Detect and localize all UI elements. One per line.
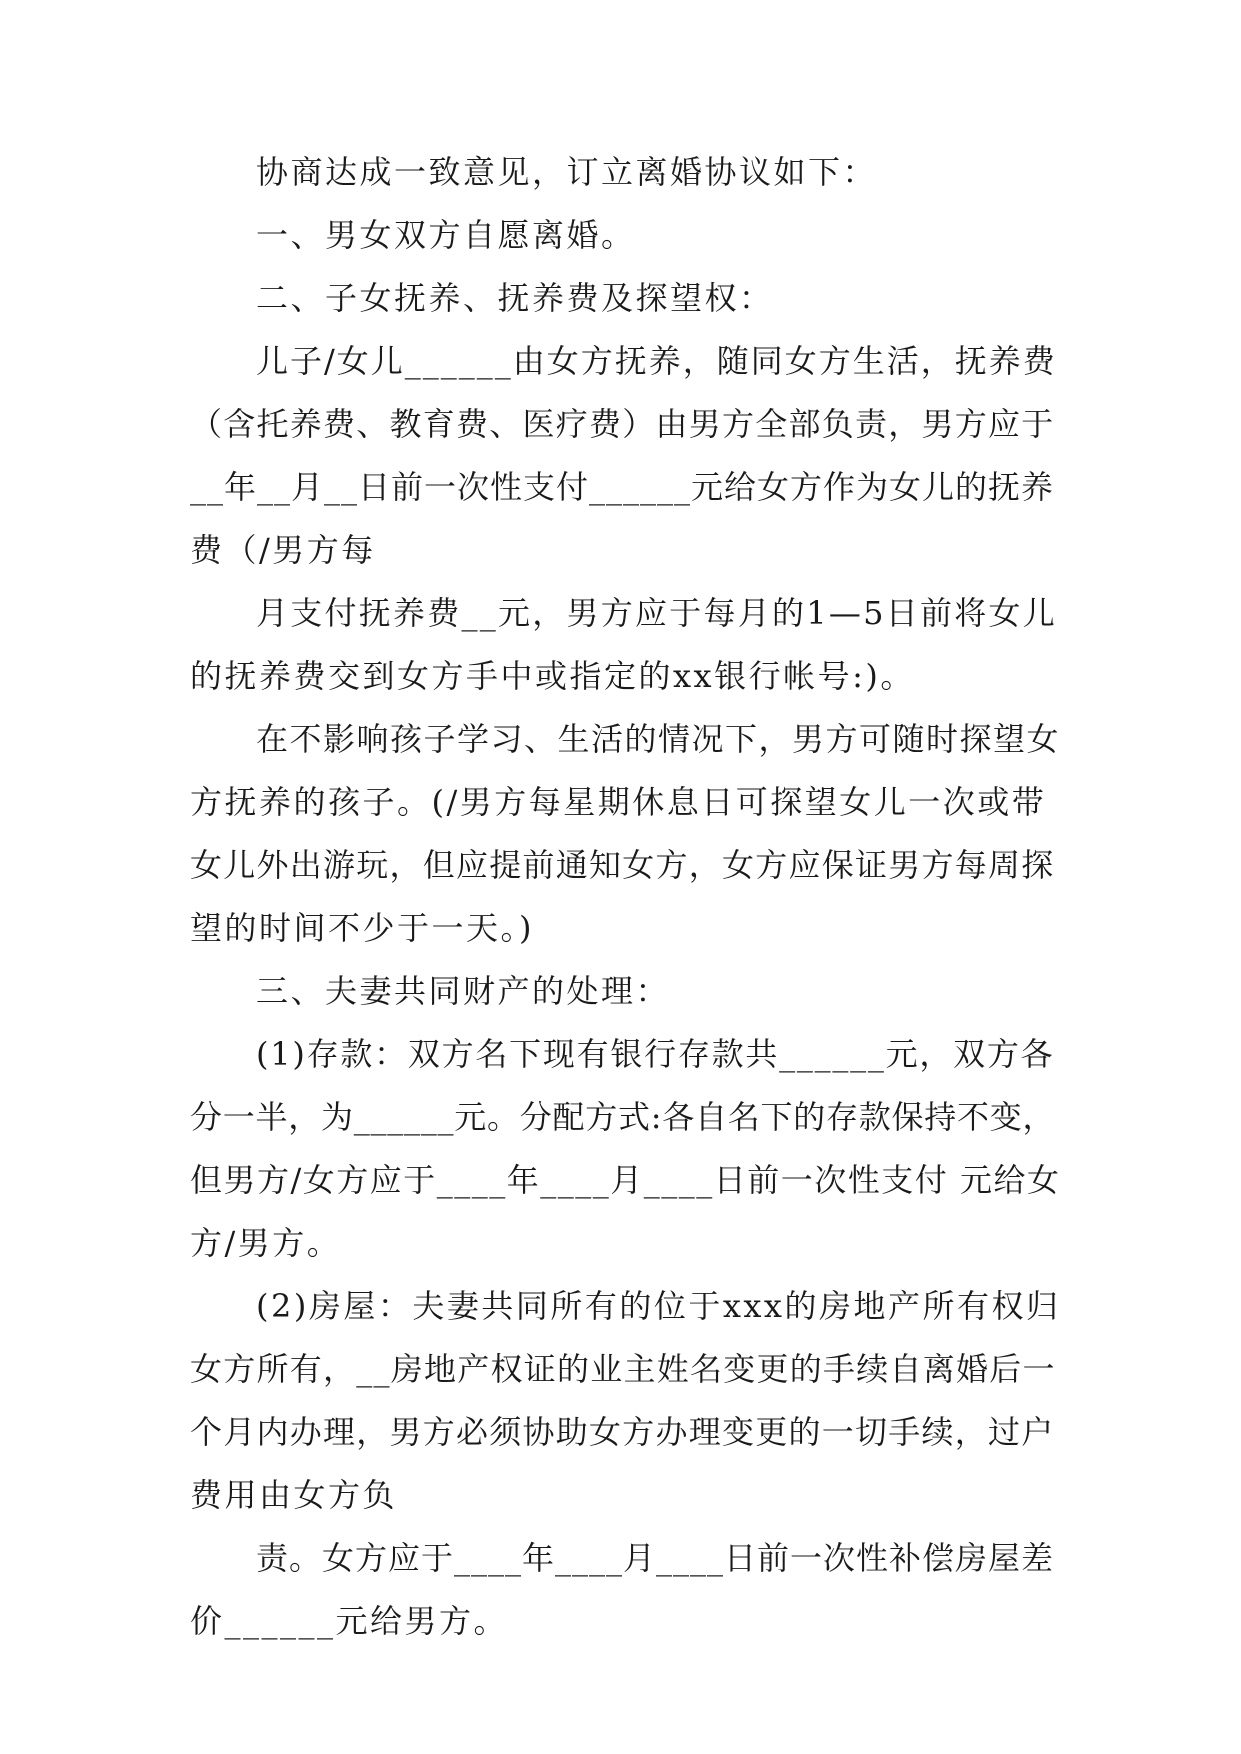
visitation-paragraph-line-1: 在不影响孩子学习、生活的情况下，男方可随时探望女 [256,720,1061,758]
compensation-paragraph-line-2: 价______元给男方。 [190,1602,509,1640]
clause-1-heading: 一、男女双方自愿离婚。 [256,216,636,254]
house-paragraph-line-4: 费用由女方负 [190,1476,398,1514]
monthly-support-line-1: 月支付抚养费__元，男方应于每月的1—5日前将女儿 [256,594,1057,632]
clause-2-heading: 二、子女抚养、抚养费及探望权： [256,279,774,317]
deposit-paragraph-line-1: (1)存款：双方名下现有银行存款共______元，双方各 [256,1035,1055,1073]
deposit-paragraph-line-2: 分一半，为______元。分配方式:各自名下的存款保持不变， [190,1098,1056,1136]
visitation-paragraph-line-2: 方抚养的孩子。(/男方每星期休息日可探望女儿一次或带 [190,783,1047,821]
visitation-paragraph-line-3: 女儿外出游玩，但应提前通知女方，女方应保证男方每周探 [190,846,1055,884]
custody-paragraph-line-1: 儿子/女儿______由女方抚养，随同女方生活，抚养费 [256,342,1057,380]
custody-paragraph-line-3: __年__月__日前一次性支付______元给女方作为女儿的抚养 [190,468,1055,506]
deposit-paragraph-line-4: 方/男方。 [190,1224,342,1262]
visitation-paragraph-line-4: 望的时间不少于一天。) [190,909,534,947]
deposit-paragraph-line-3: 但男方/女方应于____年____月____日前一次性支付 元给女 [190,1161,1061,1199]
compensation-paragraph-line-1: 责。女方应于____年____月____日前一次性补偿房屋差 [256,1539,1055,1577]
monthly-support-line-2: 的抚养费交到女方手中或指定的xx银行帐号:)。 [190,657,915,695]
house-paragraph-line-2: 女方所有，__房地产权证的业主姓名变更的手续自离婚后一 [190,1350,1056,1388]
house-paragraph-line-1: (2)房屋：夫妻共同所有的位于xxx的房地产所有权归 [256,1287,1061,1325]
paragraph-intro-line: 协商达成一致意见，订立离婚协议如下： [256,153,878,191]
custody-paragraph-line-2: （含托养费、教育费、医疗费）由男方全部负责，男方应于 [190,405,1055,443]
house-paragraph-line-3: 个月内办理，男方必须协助女方办理变更的一切手续，过户 [190,1413,1055,1451]
custody-paragraph-line-4: 费（/男方每 [190,531,376,569]
clause-3-heading: 三、夫妻共同财产的处理： [256,972,671,1010]
